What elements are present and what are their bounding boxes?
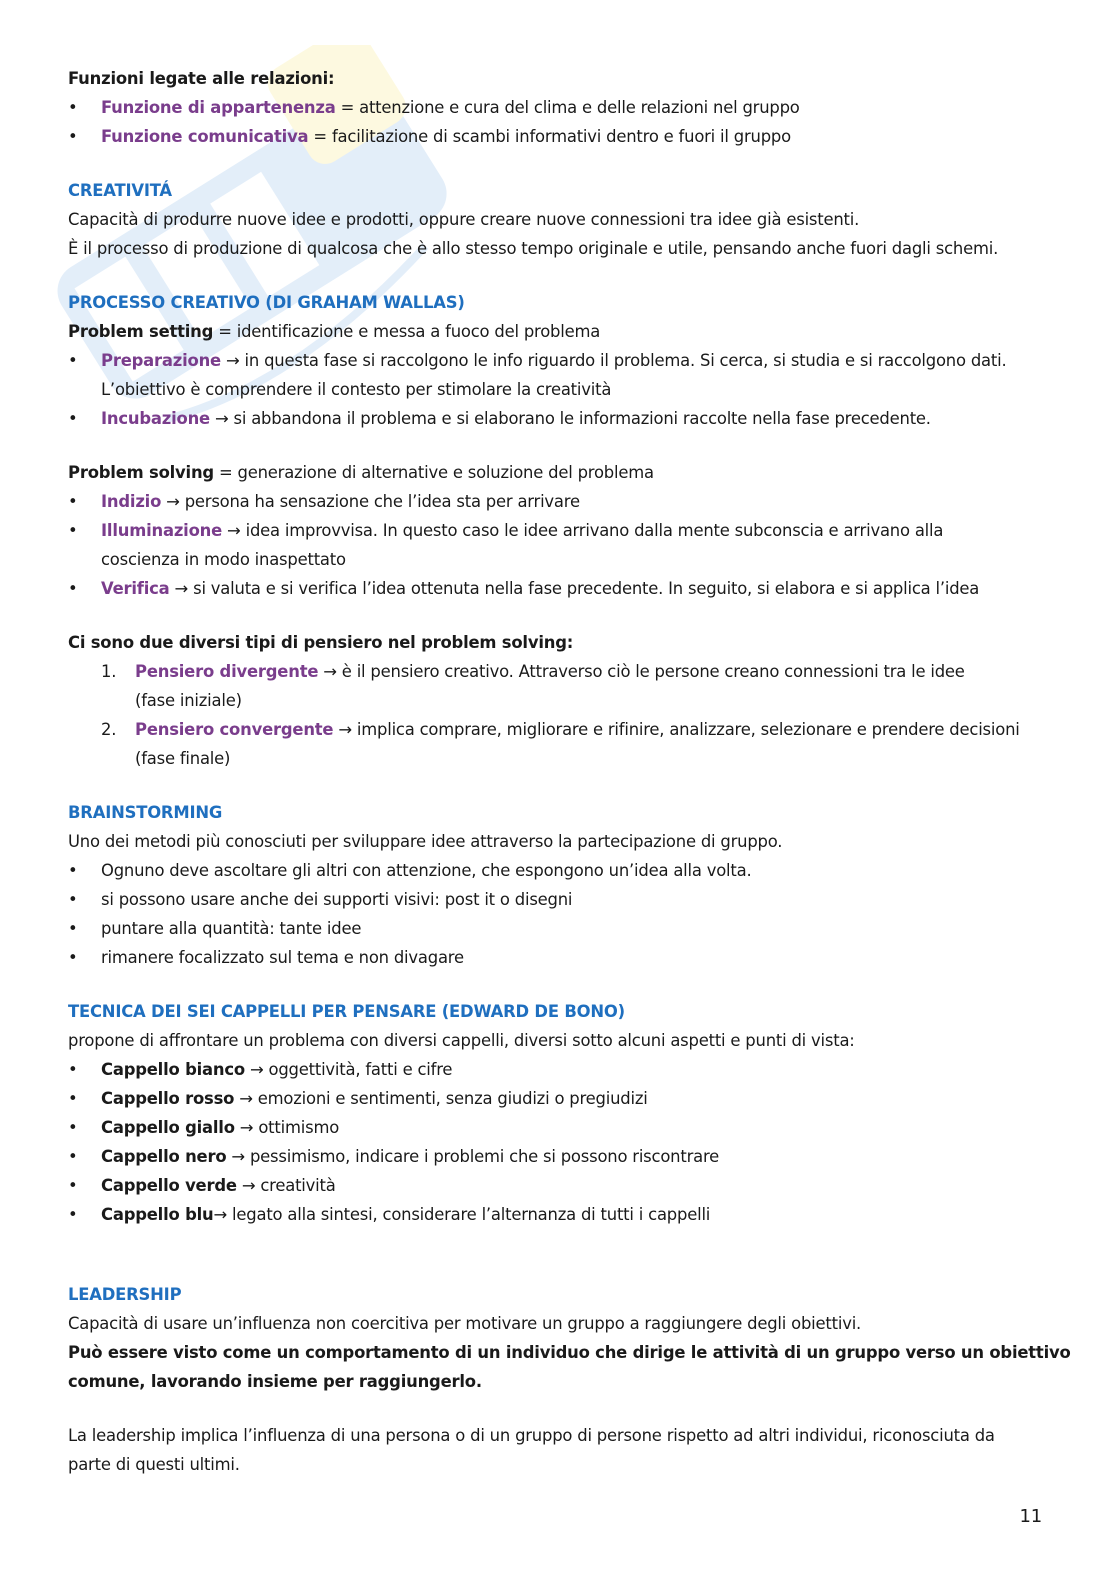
- section-heading-creativita: CREATIVITÁ: [68, 181, 172, 200]
- list-item: • Cappello giallo → ottimismo: [68, 1113, 1053, 1142]
- paragraph: Uno dei metodi più conosciuti per sviluppare idee attraverso la partecipazione di gruppo.: [68, 832, 783, 851]
- list-item: • si possono usare anche dei supporti visivi: post it o disegni: [68, 885, 1053, 914]
- list-item-continuation: L’obiettivo è comprendere il contesto per stimolare la creatività: [101, 380, 612, 399]
- list-item: • Cappello nero → pessimismo, indicare i problemi che si possono riscontrare: [68, 1142, 1053, 1171]
- paragraph: La leadership implica l’influenza di una persona o di un gruppo di persone rispetto ad altri individui, riconosciuta da: [68, 1426, 995, 1445]
- paragraph: parte di questi ultimi.: [68, 1455, 240, 1474]
- relazioni-title: Funzioni legate alle relazioni:: [68, 69, 335, 88]
- section-heading-brainstorming: BRAINSTORMING: [68, 803, 223, 822]
- list-item: • Cappello bianco → oggettività, fatti e cifre: [68, 1055, 1053, 1084]
- list-item: • Illuminazione → idea improvvisa. In questo caso le idee arrivano dalla mente subconscia e arrivano alla: [68, 516, 1053, 545]
- list-item: • puntare alla quantità: tante idee: [68, 914, 1053, 943]
- list-item: • Preparazione → in questa fase si raccolgono le info riguardo il problema. Si cerca, si studia e si raccolgono dati.: [68, 346, 1053, 375]
- document-page: [68, 64, 1071, 1479]
- list-item: • Cappello blu→ legato alla sintesi, considerare l’alternanza di tutti i cappelli: [68, 1200, 1053, 1229]
- pensiero-title: Ci sono due diversi tipi di pensiero nel problem solving:: [68, 633, 574, 652]
- list-item: • Funzione di appartenenza = attenzione e cura del clima e delle relazioni nel gruppo: [68, 93, 1053, 122]
- list-item: • Incubazione → si abbandona il problema e si elaborano le informazioni raccolte nella fase precedente.: [68, 404, 1053, 433]
- list-item: • Ognuno deve ascoltare gli altri con attenzione, che espongono un’idea alla volta.: [68, 856, 1053, 885]
- list-item: • rimanere focalizzato sul tema e non divagare: [68, 943, 1053, 972]
- list-item: • Cappello verde → creatività: [68, 1171, 1053, 1200]
- list-item: • Cappello rosso → emozioni e sentimenti, senza giudizi o pregiudizi: [68, 1084, 1053, 1113]
- numbered-item-continuation: (fase finale): [135, 749, 231, 768]
- page-number: 11: [1019, 1506, 1042, 1527]
- section-heading-cappelli: TECNICA DEI SEI CAPPELLI PER PENSARE (EDWARD DE BONO): [68, 1002, 625, 1021]
- paragraph: propone di affrontare un problema con diversi cappelli, diversi sotto alcuni aspetti e punti di vista:: [68, 1031, 855, 1050]
- paragraph: È il processo di produzione di qualcosa che è allo stesso tempo originale e utile, pensando anche fuori dagli schemi.: [68, 239, 999, 258]
- section-heading-leadership: LEADERSHIP: [68, 1285, 182, 1304]
- numbered-item: 1. Pensiero divergente → è il pensiero creativo. Attraverso ciò le persone creano connessioni tra le idee: [101, 662, 965, 681]
- list-item-continuation: coscienza in modo inaspettato: [101, 550, 346, 569]
- problem-solving: Problem solving = generazione di alternative e soluzione del problema: [68, 463, 654, 482]
- numbered-item: 2. Pensiero convergente → implica comprare, migliorare e rifinire, analizzare, selezionare e prendere decisioni: [101, 720, 1020, 739]
- list-item: • Funzione comunicativa = facilitazione di scambi informativi dentro e fuori il gruppo: [68, 122, 1053, 151]
- numbered-item-continuation: (fase iniziale): [135, 691, 242, 710]
- paragraph: Capacità di produrre nuove idee e prodotti, oppure creare nuove connessioni tra idee già esistenti.: [68, 210, 860, 229]
- paragraph-bold: comune, lavorando insieme per raggiungerlo.: [68, 1372, 482, 1391]
- paragraph-bold: Può essere visto come un comportamento di un individuo che dirige le attività di un gruppo verso un obiettivo: [68, 1343, 1071, 1362]
- section-heading-processo: PROCESSO CREATIVO (DI GRAHAM WALLAS): [68, 293, 465, 312]
- list-item: • Verifica → si valuta e si verifica l’idea ottenuta nella fase precedente. In seguito, si elabora e si applica l’idea: [68, 574, 1053, 603]
- paragraph: Capacità di usare un’influenza non coercitiva per motivare un gruppo a raggiungere degli obiettivi.: [68, 1314, 862, 1333]
- list-item: • Indizio → persona ha sensazione che l’idea sta per arrivare: [68, 487, 1053, 516]
- problem-setting: Problem setting = identificazione e messa a fuoco del problema: [68, 322, 601, 341]
